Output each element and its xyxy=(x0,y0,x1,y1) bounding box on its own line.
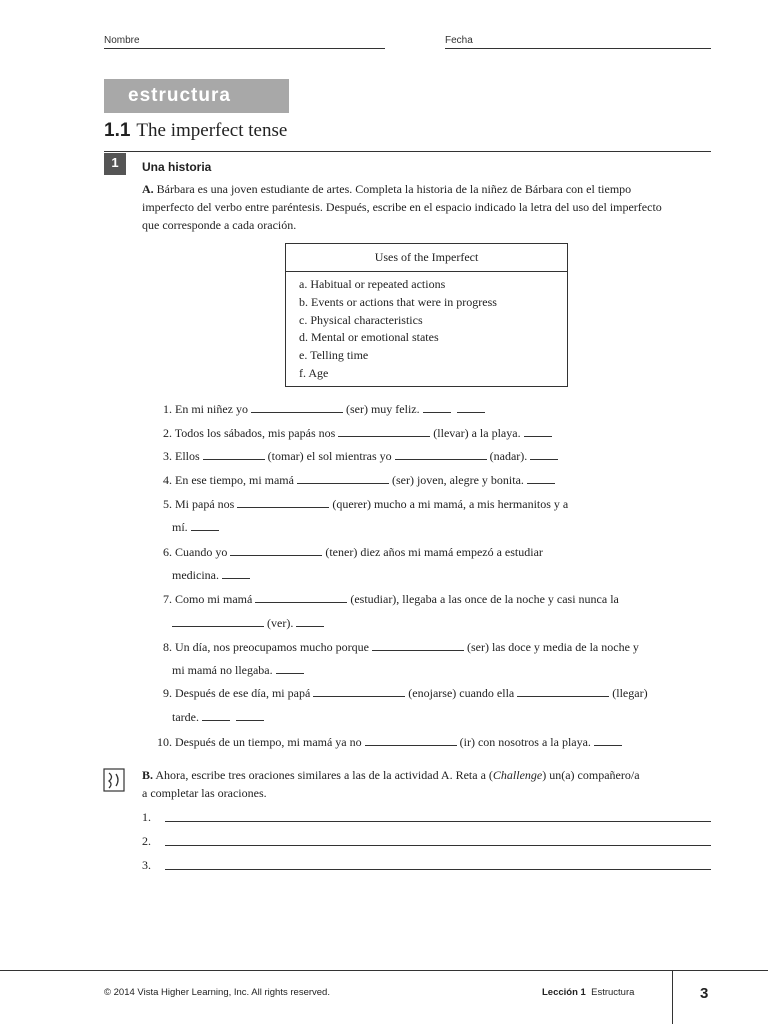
use-item-d: d. Mental or emotional states xyxy=(299,330,439,345)
list-item-8-cont xyxy=(172,663,307,678)
uses-of-imperfect-box xyxy=(285,243,568,387)
item-text: Después de un tiempo, mi mamá ya no xyxy=(175,735,362,749)
verb-blank[interactable] xyxy=(372,640,464,651)
item-number: 2. xyxy=(163,426,172,440)
list-item-5-cont xyxy=(172,520,222,535)
item-text: medicina. xyxy=(172,568,219,582)
letter-blank[interactable] xyxy=(222,568,250,579)
verb-blank[interactable] xyxy=(172,616,264,627)
verb-blank[interactable] xyxy=(251,402,343,413)
instructions-line-3: que corresponde a cada oración. xyxy=(142,218,297,232)
list-item-4 xyxy=(142,473,558,488)
verb-blank[interactable] xyxy=(255,592,347,603)
section-number: 1.1 xyxy=(104,120,131,141)
letter-blank[interactable] xyxy=(202,710,230,721)
item-number: 1. xyxy=(163,402,172,416)
item-text: mí. xyxy=(172,520,188,534)
section-title-text: The imperfect tense xyxy=(136,120,288,141)
item-text: (tomar) el sol mientras yo xyxy=(267,449,392,463)
letter-blank[interactable] xyxy=(594,735,622,746)
item-text: (llegar) xyxy=(612,686,648,700)
write-line-2[interactable] xyxy=(165,845,711,846)
letter-blank[interactable] xyxy=(423,402,451,413)
write-row-number: 1. xyxy=(142,810,151,824)
item-text: (ser) muy feliz. xyxy=(345,402,420,416)
item-text: (ir) con nosotros a la playa. xyxy=(459,735,591,749)
use-item-c: c. Physical characteristics xyxy=(299,312,423,327)
list-item-6-cont xyxy=(172,568,253,583)
item-text: Un día, nos preocupamos mucho porque xyxy=(175,640,369,654)
list-item-3 xyxy=(142,449,561,464)
item-text: (enojarse) cuando ella xyxy=(408,686,515,700)
verb-blank[interactable] xyxy=(203,449,265,460)
item-text: (ser) las doce y media de la noche y xyxy=(466,640,639,654)
list-item-2 xyxy=(142,426,555,441)
use-item-f: f. Age xyxy=(299,365,329,380)
letter-blank[interactable] xyxy=(530,449,558,460)
instructions-line-1: Bárbara es una joven estudiante de artes. Completa la historia de la niñez de Bárbara con el tiempo xyxy=(156,182,632,196)
uses-heading: Uses of the Imperfect xyxy=(286,244,567,272)
item-text: (llevar) a la playa. xyxy=(433,426,521,440)
item-text: Después de ese día, mi papá xyxy=(175,686,311,700)
item-text: (ver). xyxy=(267,616,294,630)
instructions-b-text: Ahora, escribe tres oraciones similares a las de la actividad A. Reta a ( xyxy=(155,768,493,782)
item-text: mi mamá no llegaba. xyxy=(172,663,273,677)
item-number: 4. xyxy=(163,473,172,487)
list-item-10 xyxy=(142,735,625,750)
list-item-7-cont xyxy=(172,616,327,631)
letter-blank[interactable] xyxy=(236,710,264,721)
write-row-number: 2. xyxy=(142,834,151,848)
lesson-number: Lección 1 xyxy=(542,987,586,998)
list-item-7 xyxy=(142,592,619,607)
estructura-banner: estructura xyxy=(104,79,289,113)
letter-blank[interactable] xyxy=(276,663,304,674)
list-item-6 xyxy=(142,545,543,560)
verb-blank[interactable] xyxy=(237,497,329,508)
instructions-line-2: imperfecto del verbo entre paréntesis. Después, escribe en el espacio indicado la letra del uso del imperfecto xyxy=(142,200,662,214)
item-text: (nadar). xyxy=(489,449,528,463)
list-item-8 xyxy=(142,640,639,655)
instructions-b xyxy=(142,766,712,802)
item-number: 8. xyxy=(163,640,172,654)
letter-blank[interactable] xyxy=(296,616,324,627)
item-text: (tener) diez años mi mamá empezó a estudiar xyxy=(325,545,543,559)
partner-activity-icon xyxy=(103,768,125,792)
activity-number-badge: 1 xyxy=(104,153,126,175)
part-a-letter: A. xyxy=(142,182,154,196)
item-number: 7. xyxy=(163,592,172,606)
activity-title: Una historia xyxy=(142,160,212,174)
instructions-b-line-2: a completar las oraciones. xyxy=(142,786,267,800)
name-field-line[interactable] xyxy=(104,48,385,49)
letter-blank[interactable] xyxy=(191,520,219,531)
instructions-a xyxy=(142,180,712,234)
letter-blank[interactable] xyxy=(527,473,555,484)
list-item-9-cont xyxy=(172,710,267,725)
list-item-1 xyxy=(142,402,488,417)
item-text: Mi papá nos xyxy=(175,497,235,511)
item-text: (ser) joven, alegre y bonita. xyxy=(391,473,524,487)
verb-blank[interactable] xyxy=(313,686,405,697)
item-text: Todos los sábados, mis papás nos xyxy=(174,426,336,440)
item-number: 6. xyxy=(163,545,172,559)
verb-blank[interactable] xyxy=(230,545,322,556)
part-b-letter: B. xyxy=(142,768,154,782)
letter-blank[interactable] xyxy=(457,402,485,413)
date-field-line[interactable] xyxy=(445,48,711,49)
item-text: Cuando yo xyxy=(175,545,228,559)
verb-blank[interactable] xyxy=(297,473,389,484)
item-number: 3. xyxy=(163,449,172,463)
verb-blank[interactable] xyxy=(365,735,457,746)
item-number: 10. xyxy=(157,735,172,749)
footer-vertical-divider xyxy=(672,970,673,1024)
footer-divider xyxy=(0,970,768,971)
use-item-b: b. Events or actions that were in progress xyxy=(299,294,497,309)
write-row-number: 3. xyxy=(142,858,151,872)
item-number: 9. xyxy=(163,686,172,700)
instructions-b-italic: Challenge xyxy=(492,768,543,782)
list-item-9 xyxy=(142,686,648,701)
date-label: Fecha xyxy=(445,35,473,46)
letter-blank[interactable] xyxy=(524,426,552,437)
verb-blank[interactable] xyxy=(517,686,609,697)
write-line-1[interactable] xyxy=(165,821,711,822)
item-text: tarde. xyxy=(172,710,199,724)
item-number: 5. xyxy=(163,497,172,511)
write-line-3[interactable] xyxy=(165,869,711,870)
item-text: (querer) mucho a mi mamá, a mis hermanitos y a xyxy=(332,497,569,511)
section-title xyxy=(104,120,287,142)
title-divider xyxy=(104,151,711,152)
item-text: Ellos xyxy=(175,449,200,463)
use-item-a: a. Habitual or repeated actions xyxy=(299,277,446,291)
item-text: Como mi mamá xyxy=(175,592,253,606)
page-number: 3 xyxy=(700,985,709,1002)
lesson-section: Estructura xyxy=(591,987,635,998)
verb-blank[interactable] xyxy=(395,449,487,460)
uses-list xyxy=(286,272,567,383)
use-item-e: e. Telling time xyxy=(299,348,369,363)
item-text: En mi niñez yo xyxy=(175,402,248,416)
instructions-b-text: ) un(a) compañero/a xyxy=(542,768,640,782)
verb-blank[interactable] xyxy=(338,426,430,437)
item-text: (estudiar), llegaba a las once de la noche y casi nunca la xyxy=(350,592,619,606)
name-label: Nombre xyxy=(104,35,140,46)
copyright: © 2014 Vista Higher Learning, Inc. All rights reserved. xyxy=(104,987,330,998)
item-text: En ese tiempo, mi mamá xyxy=(175,473,294,487)
list-item-5 xyxy=(142,497,568,512)
lesson-label xyxy=(542,987,634,998)
